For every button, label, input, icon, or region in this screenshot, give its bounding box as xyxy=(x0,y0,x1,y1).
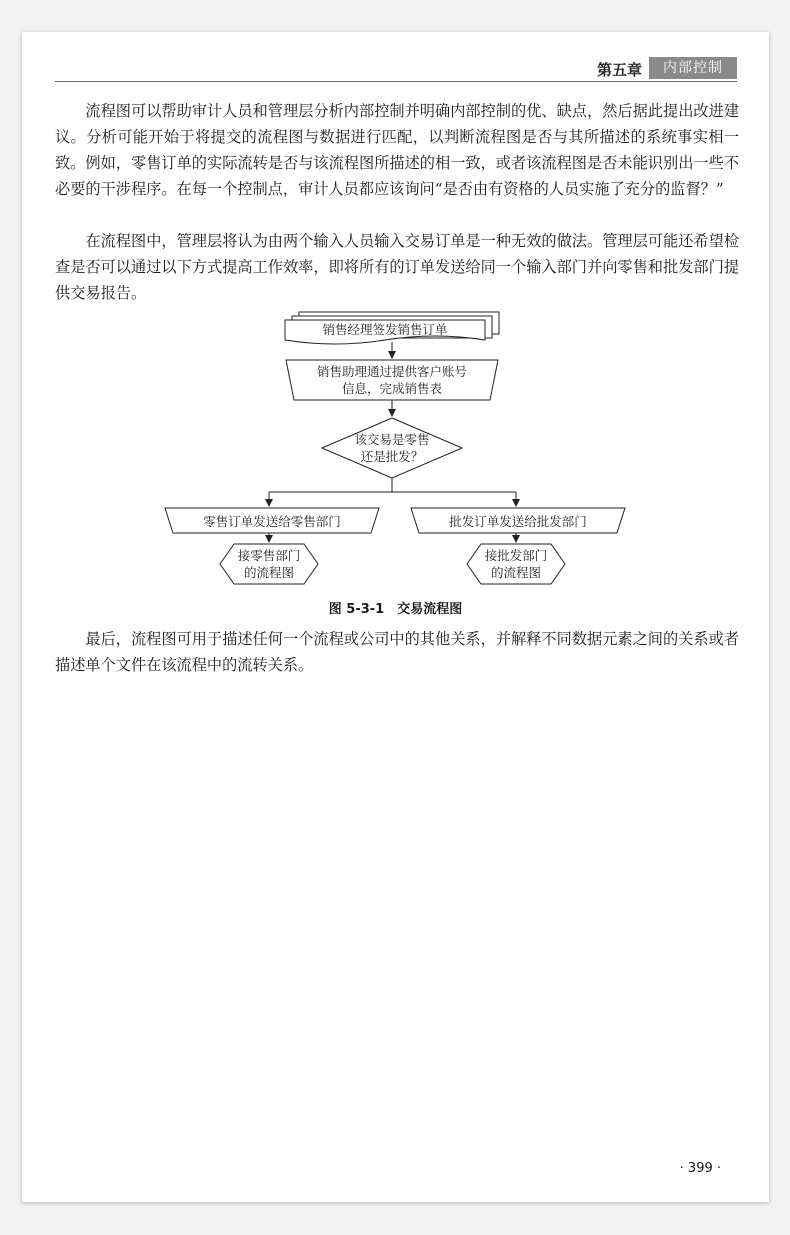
book-page xyxy=(22,32,769,1202)
retail-connector-label-1: 接零售部门 xyxy=(237,548,301,563)
wholesale-connector-label-1: 接批发部门 xyxy=(484,548,548,563)
paragraph-3: 最后，流程图可用于描述任何一个流程或公司中的其他关系，并解释不同数据元素之间的关系或者描述单个文件在该流程中的流转关系。 xyxy=(55,630,739,674)
retail-connector-label-2: 的流程图 xyxy=(243,565,295,580)
decision-label-1: 该交易是零售 xyxy=(354,432,430,447)
manual-label-1: 销售助理通过提供客户账号 xyxy=(316,364,468,379)
transaction-flowchart xyxy=(22,302,769,592)
decision-shape xyxy=(322,418,462,478)
retail-box-label: 零售订单发送给零售部门 xyxy=(203,514,341,529)
paragraph-1: 流程图可以帮助审计人员和管理层分析内部控制并明确内部控制的优、缺点，然后据此提出改进建议。分析可能开始于将提交的流程图与数据进行匹配，以判断流程图是否与其所描述的系统事实相一致。例如，零售订单的实际流转是否与该流程图所描述的相一致，或者该流程图是否未能识别出一些不必要的干涉程序。在每一个控制点，审计人员都应该询问“是否由有资格的人员实施了充分的监督？” xyxy=(55,102,739,198)
page-number: · 399 · xyxy=(679,1161,721,1176)
figure-caption: 图 5-3-1 交易流程图 xyxy=(328,602,463,617)
decision-label-2: 还是批发？ xyxy=(360,449,424,464)
manual-label-2: 信息，完成销售表 xyxy=(341,381,443,396)
section-tag: 内部控制 xyxy=(649,57,737,79)
wholesale-box-label: 批发订单发送给批发部门 xyxy=(449,514,587,529)
chapter-label: 第五章 xyxy=(596,61,642,79)
paragraph-2: 在流程图中，管理层将认为由两个输入人员输入交易订单是一种无效的做法。管理层可能还希望检查是否可以通过以下方式提高工作效率，即将所有的订单发送给同一个输入部门并向零售和批发部门提供交易报告。 xyxy=(55,232,739,302)
wholesale-connector-label-2: 的流程图 xyxy=(490,565,542,580)
running-header xyxy=(55,57,737,82)
doc-label: 销售经理签发销售订单 xyxy=(322,322,448,337)
